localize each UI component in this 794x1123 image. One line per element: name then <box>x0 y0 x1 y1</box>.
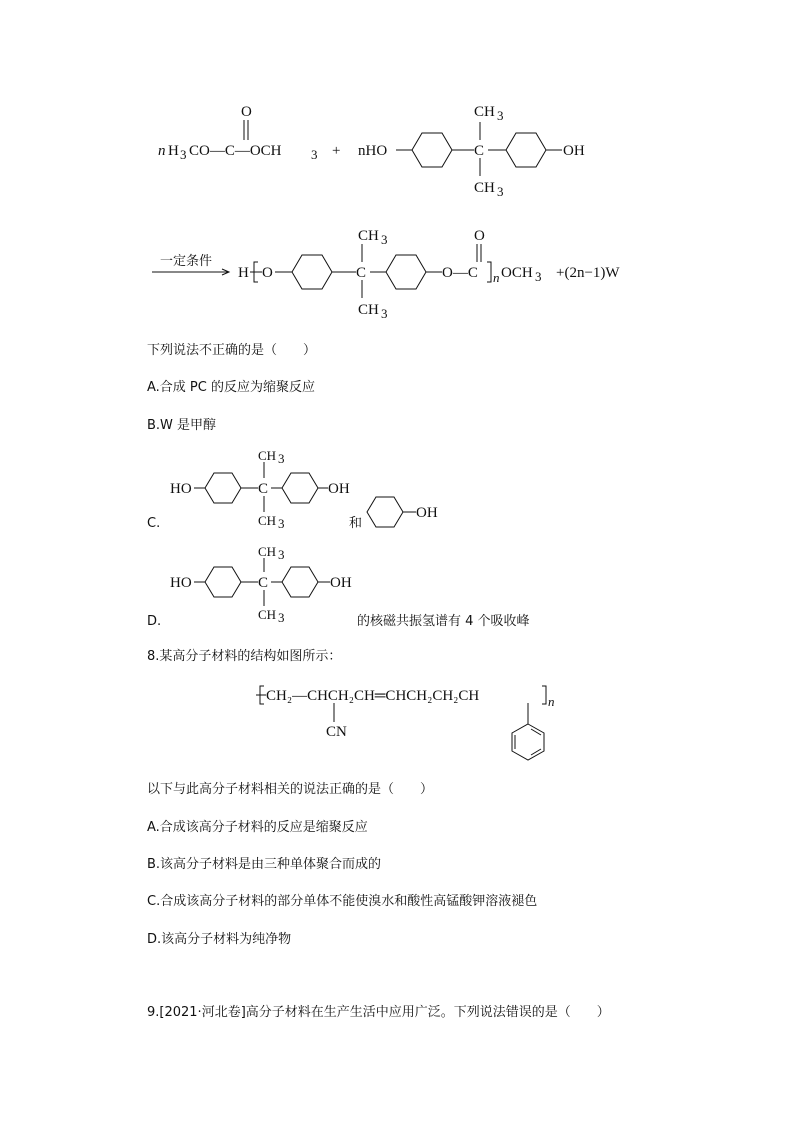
poly-c: C <box>356 265 367 281</box>
q8-chain: CH₂—CHCH₂CH═CHCH₂CH₂CH <box>266 688 480 704</box>
q8-option-d[interactable]: D.该高分子材料为纯净物 <box>147 932 292 947</box>
poly-ch3-bottom-sub: 3 <box>381 306 388 321</box>
poly-carbonyl-o: O <box>474 228 485 244</box>
poly-ring-1 <box>292 255 332 289</box>
q8-n: n <box>548 694 555 709</box>
q8-bracket-left <box>260 686 264 704</box>
bpa-c: C <box>474 143 485 159</box>
optd-ch3-top-sub: 3 <box>278 547 285 562</box>
reaction-condition: 一定条件 <box>160 254 213 269</box>
q8-phenyl-ring <box>512 724 544 760</box>
q8-stem: 8.某高分子材料的结构如图所示： <box>147 649 342 664</box>
poly-n: n <box>493 270 500 285</box>
optc-ring-2 <box>282 473 318 503</box>
optd-ch3-top: CH <box>258 544 277 559</box>
dmc-coef: n <box>158 143 166 159</box>
q7-option-d-label[interactable]: D. <box>147 614 162 629</box>
poly-o2-c: O—C <box>442 265 478 281</box>
phenol-oh: OH <box>416 505 438 521</box>
poly-ch3-top-sub: 3 <box>381 232 388 247</box>
optc-ho: HO <box>170 481 192 497</box>
optd-ho: HO <box>170 575 192 591</box>
dmc-h: H <box>168 143 179 159</box>
optc-c: C <box>258 481 269 497</box>
q8-bracket-right <box>542 686 546 704</box>
q7-option-c-label[interactable]: C. <box>147 516 161 531</box>
dmc-sub3b: 3 <box>311 147 318 162</box>
optc-ch3-bottom: CH <box>258 513 277 528</box>
q7-option-a[interactable]: A.合成 PC 的反应为缩聚反应 <box>147 380 315 395</box>
q8-option-b[interactable]: B.该高分子材料是由三种单体聚合而成的 <box>147 857 382 872</box>
q8-prompt: 以下与此高分子材料相关的说法正确的是（ ） <box>147 782 434 797</box>
optc-ch3-top: CH <box>258 448 277 463</box>
poly-h: H <box>238 265 249 281</box>
q7-option-b[interactable]: B.W 是甲醇 <box>147 418 217 433</box>
optd-ring-2 <box>282 567 318 597</box>
bpa-ch3-bottom-sub: 3 <box>497 184 504 199</box>
bpa-ch3-bottom: CH <box>474 180 495 196</box>
bpa-ring-2 <box>506 133 546 167</box>
dmc-sub3: 3 <box>180 147 187 162</box>
bpa-ring-1 <box>412 133 452 167</box>
poly-och3: OCH <box>501 265 533 281</box>
q8-option-a[interactable]: A.合成该高分子材料的反应是缩聚反应 <box>147 820 368 835</box>
q8-option-c[interactable]: C.合成该高分子材料的部分单体不能使溴水和酸性高锰酸钾溶液褪色 <box>147 894 538 909</box>
byproduct: +(2n−1)W <box>556 265 620 281</box>
optd-oh: OH <box>330 575 352 591</box>
poly-och3-sub: 3 <box>535 269 542 284</box>
q7-option-c-and: 和 <box>349 516 363 531</box>
phenol-ring <box>367 497 403 527</box>
q7-prompt: 下列说法不正确的是（ ） <box>147 343 317 358</box>
optc-ch3-bottom-sub: 3 <box>278 516 285 531</box>
poly-ch3-top: CH <box>358 228 379 244</box>
optd-c: C <box>258 575 269 591</box>
bpa-ch3-top: CH <box>474 104 495 120</box>
optc-ring-1 <box>205 473 241 503</box>
poly-ring-2 <box>386 255 426 289</box>
optd-ring-1 <box>205 567 241 597</box>
poly-o1: O <box>262 265 273 281</box>
q8-cn: CN <box>326 724 347 740</box>
plus-sign: + <box>332 143 341 159</box>
q7-option-d-text: 的核磁共振氢谱有 4 个吸收峰 <box>357 614 530 629</box>
bpa-oh: OH <box>563 143 585 159</box>
q8-phenyl-inner-1 <box>531 729 541 735</box>
dmc-body: CO—C—OCH <box>189 143 282 159</box>
poly-bracket-right <box>487 262 491 282</box>
optc-ch3-top-sub: 3 <box>278 451 285 466</box>
optc-oh: OH <box>328 481 350 497</box>
q9-stem: 9.[2021·河北卷]高分子材料在生产生活中应用广泛。下列说法错误的是（ ） <box>147 1005 610 1020</box>
optd-ch3-bottom-sub: 3 <box>278 610 285 625</box>
dmc-carbonyl-o: O <box>241 104 252 120</box>
poly-ch3-bottom: CH <box>358 302 379 318</box>
bpa-ho: nHO <box>358 143 388 159</box>
bpa-ch3-top-sub: 3 <box>497 108 504 123</box>
optd-ch3-bottom: CH <box>258 607 277 622</box>
q8-phenyl-inner-2 <box>531 749 541 755</box>
